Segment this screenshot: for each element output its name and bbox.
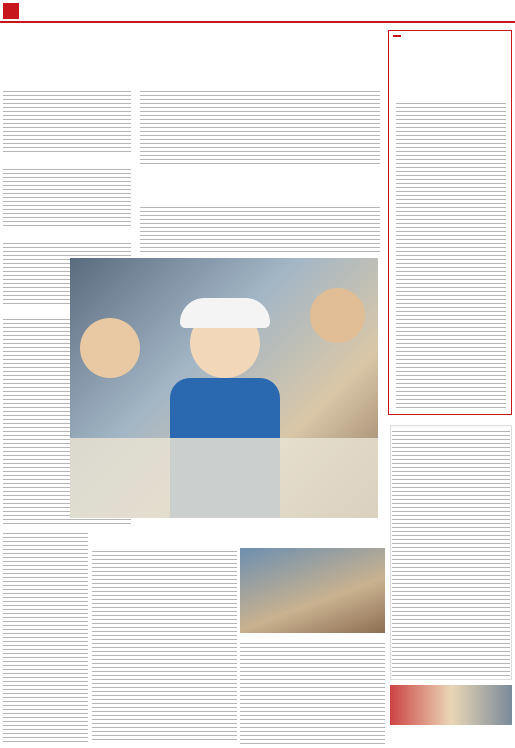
article-body: [392, 428, 510, 678]
column-body: [396, 100, 506, 410]
main-photo: [70, 258, 378, 518]
article-body: [92, 548, 237, 743]
header-rule: [0, 21, 515, 23]
page-number: [3, 3, 19, 19]
small-photo: [390, 685, 512, 725]
article-body: [240, 640, 385, 745]
article-body: [3, 530, 88, 745]
article-body: [140, 204, 380, 254]
article-body: [3, 88, 131, 153]
bottom-photo: [240, 548, 385, 633]
article-body: [3, 166, 131, 226]
article-body: [140, 88, 380, 166]
column-tag: [393, 35, 401, 37]
